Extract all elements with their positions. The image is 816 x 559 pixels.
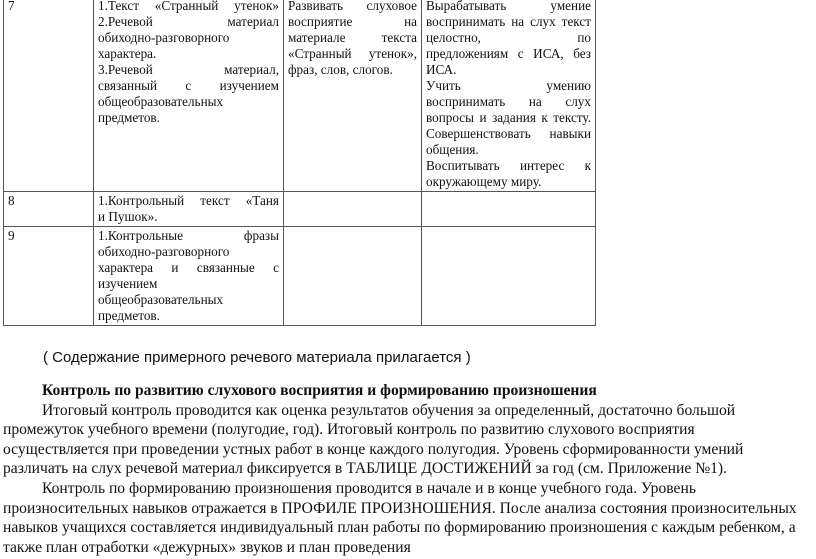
speech-material-cell-line: 1.Контрольные фразы — [98, 228, 279, 243]
tasks-cell — [422, 192, 596, 227]
tasks-cell-line: общения. — [426, 142, 479, 157]
table-row — [4, 0, 596, 192]
speech-material-cell-line: 2.Речевой материал — [98, 14, 279, 29]
speech-material-cell-line: общеобразовательных — [98, 292, 224, 307]
section-heading: Контроль по развитию слухового восприятия и формированию произношения — [42, 382, 597, 399]
curriculum-table — [3, 0, 596, 326]
goal-cell-line: фраз, слов, слогов. — [288, 62, 393, 77]
tasks-cell-line: Вырабатывать умение — [426, 0, 591, 13]
tasks-cell-line: воспринимать на слух текст — [426, 14, 591, 29]
goal-cell-line: материале текста — [288, 30, 417, 45]
speech-material-cell-line: 1.Текст «Странный утенок» — [98, 0, 279, 13]
control-section — [3, 381, 803, 557]
tasks-cell-line: Воспитывать интерес к — [426, 158, 591, 173]
speech-material-cell-line: изучением — [98, 276, 158, 291]
speech-material-cell-line: характера и связанные с — [98, 260, 279, 275]
curriculum-table-body — [4, 0, 596, 326]
speech-material-cell-line: общеобразовательных — [98, 94, 224, 109]
speech-material-cell — [94, 0, 284, 192]
tasks-cell-line: окружающему миру. — [426, 174, 542, 189]
speech-material-cell-line: и Пушок». — [98, 209, 158, 224]
table-row — [4, 227, 596, 326]
speech-material-cell-line: обиходно-разговорного — [98, 30, 230, 45]
goal-cell-line: «Странный утенок», — [288, 46, 417, 61]
paragraph-pronunciation-control: Контроль по формированию произношения проводится в начале и в конце учебного года. Уровень произносительных навыков отражается в ПРОФИЛЕ ПРОИЗНОШЕНИЯ. После анализа состояния произносительных навыков учащихся составляется индивидуальный план работы по формированию произношения с каждым ребенком, а также план отработки «дежурных» звуков и план проведения — [3, 479, 797, 556]
speech-material-cell-line: обиходно-разговорного — [98, 244, 230, 259]
goal-cell-line: Развивать слуховое — [288, 0, 417, 13]
paragraph-final-control: Итоговый контроль проводится как оценка результатов обучения за определенный, достаточно большой промежуток учебного времени (полугодие, год). Итоговый контроль по развитию слухового восприятия осуществляется при проведении устных работ в конце каждого полугодия. Уровень сформированности умений различать на слух речевой материал фиксируется в ТАБЛИЦЕ ДОСТИЖЕНИЙ за год (см. Приложение №1). — [3, 401, 744, 478]
goal-cell — [284, 192, 422, 227]
row-number-cell: 8 — [4, 192, 94, 227]
tasks-cell-line: Учить умению — [426, 78, 591, 93]
speech-material-cell-line: 3.Речевой материал, — [98, 62, 279, 77]
goal-cell — [284, 227, 422, 326]
material-note: ( Содержание примерного речевого материала прилагается ) — [43, 349, 471, 366]
tasks-cell — [422, 0, 596, 192]
speech-material-cell-line: характера. — [98, 46, 157, 61]
row-number-cell: 7 — [4, 0, 94, 192]
table-row — [4, 192, 596, 227]
tasks-cell-line: Совершенствовать навыки — [426, 126, 591, 141]
tasks-cell-line: воспринимать на слух — [426, 94, 591, 109]
speech-material-cell-line: 1.Контрольный текст «Таня — [98, 193, 279, 208]
speech-material-cell-line: связанный с изучением — [98, 78, 279, 93]
goal-cell-line: восприятие на — [288, 14, 417, 29]
tasks-cell-line: ИСА. — [426, 62, 457, 77]
speech-material-cell-line: предметов. — [98, 308, 160, 323]
speech-material-cell-line: предметов. — [98, 110, 160, 125]
tasks-cell-line: предложениям с ИСА, без — [426, 46, 591, 61]
speech-material-cell — [94, 192, 284, 227]
speech-material-cell — [94, 227, 284, 326]
tasks-cell — [422, 227, 596, 326]
row-number-cell: 9 — [4, 227, 94, 326]
goal-cell — [284, 0, 422, 192]
tasks-cell-line: вопросы и задания к тексту. — [426, 110, 591, 125]
tasks-cell-line: целостно, по — [426, 30, 591, 45]
